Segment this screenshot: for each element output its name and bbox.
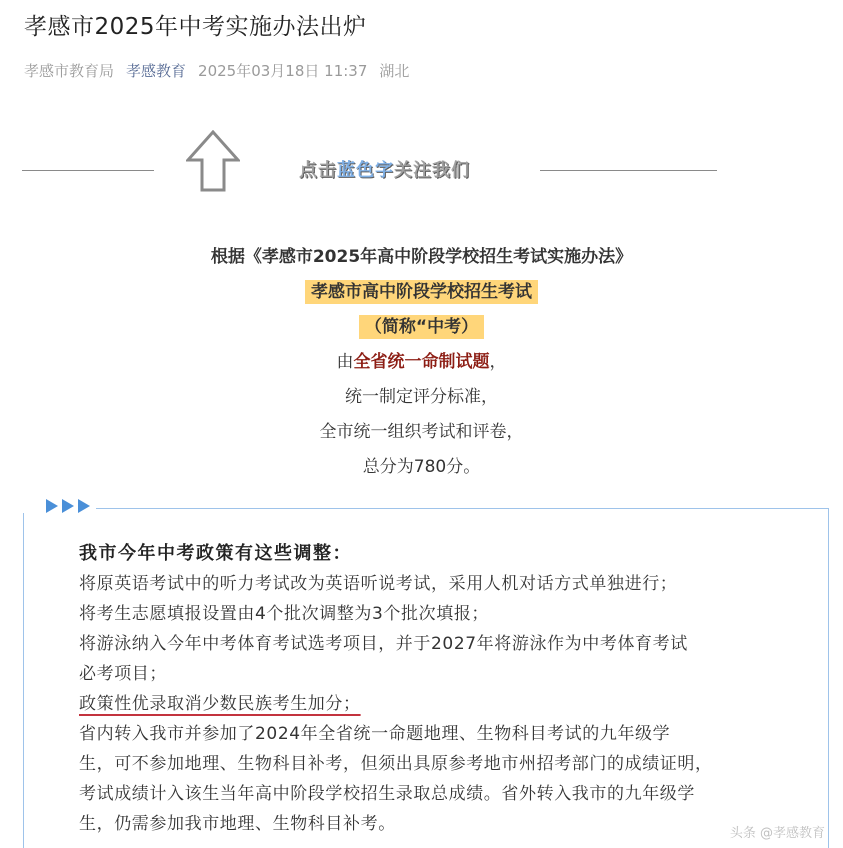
policy-line: 必考项目；: [79, 664, 167, 684]
follow-text-pre: 点击: [299, 160, 337, 181]
article-meta: [24, 60, 409, 80]
account-link[interactable]: 孝感教育: [126, 61, 187, 80]
policy-line: 将游泳纳入今年中考体育考试选考项目，并于2027年将游泳作为中考体育考试: [79, 634, 688, 654]
policy-line-underlined: 政策性优录取消少数民族考生加分；: [79, 694, 361, 714]
intro-line-7: 总分为780分。: [362, 457, 481, 477]
intro-line-3-row: [0, 310, 843, 345]
divider-left: [22, 170, 154, 171]
intro-line-4: [0, 345, 843, 380]
follow-prompt: [299, 156, 470, 182]
up-arrow-icon: [186, 130, 240, 192]
policy-line: 将原英语考试中的听力考试改为英语听说考试，采用人机对话方式单独进行；: [79, 574, 678, 594]
triangle-markers: [22, 499, 96, 513]
publish-location: 湖北: [379, 61, 410, 80]
intro-line-5: 统一制定评分标准，: [345, 387, 498, 407]
intro-line-4-bold: 全省统一命制试题: [353, 352, 490, 372]
follow-text-blue: 蓝色字: [337, 160, 394, 181]
intro-line-4-post: ，: [489, 352, 507, 372]
divider-right: [540, 170, 717, 171]
intro-line-4-pre: 由: [336, 352, 354, 372]
intro-line-2-row: [0, 275, 843, 310]
intro-line-2: 孝感市高中阶段学校招生考试: [305, 280, 538, 304]
policy-line: 生，仍需参加我市地理、生物科目补考。: [79, 814, 396, 834]
policy-box: [23, 508, 829, 848]
publish-time: 2025年03月18日 11:37: [198, 61, 368, 80]
intro-block: [0, 240, 843, 485]
policy-line-underlined-row: [79, 689, 814, 719]
policy-line: 将考生志愿填报设置由4个批次调整为3个批次填报；: [79, 604, 490, 624]
triangle-icon: [62, 499, 74, 513]
intro-line-1: 根据《孝感市2025年高中阶段学校招生考试实施办法》: [210, 247, 633, 267]
triangle-icon: [78, 499, 90, 513]
intro-line-3: （简称“中考）: [359, 315, 484, 339]
policy-body: [79, 539, 814, 839]
policy-line: 省内转入我市并参加了2024年全省统一命题地理、生物科目考试的九年级学: [79, 724, 671, 744]
follow-banner[interactable]: [22, 128, 717, 194]
intro-line-6: 全市统一组织考试和评卷，: [319, 422, 524, 442]
article-title: 孝感市2025年中考实施办法出炉: [24, 14, 367, 40]
source-name: 孝感市教育局: [24, 61, 115, 80]
follow-text-post: 关注我们: [394, 160, 470, 181]
policy-line: 生，可不参加地理、生物科目补考，但须出具原参考地市州招考部门的成绩证明，: [79, 754, 713, 774]
policy-heading: 我市今年中考政策有这些调整：: [79, 543, 352, 564]
watermark: 头条 @孝感教育: [729, 826, 825, 841]
policy-line: 考试成绩计入该生当年高中阶段学校招生录取总成绩。省外转入我市的九年级学: [79, 784, 695, 804]
triangle-icon: [46, 499, 58, 513]
